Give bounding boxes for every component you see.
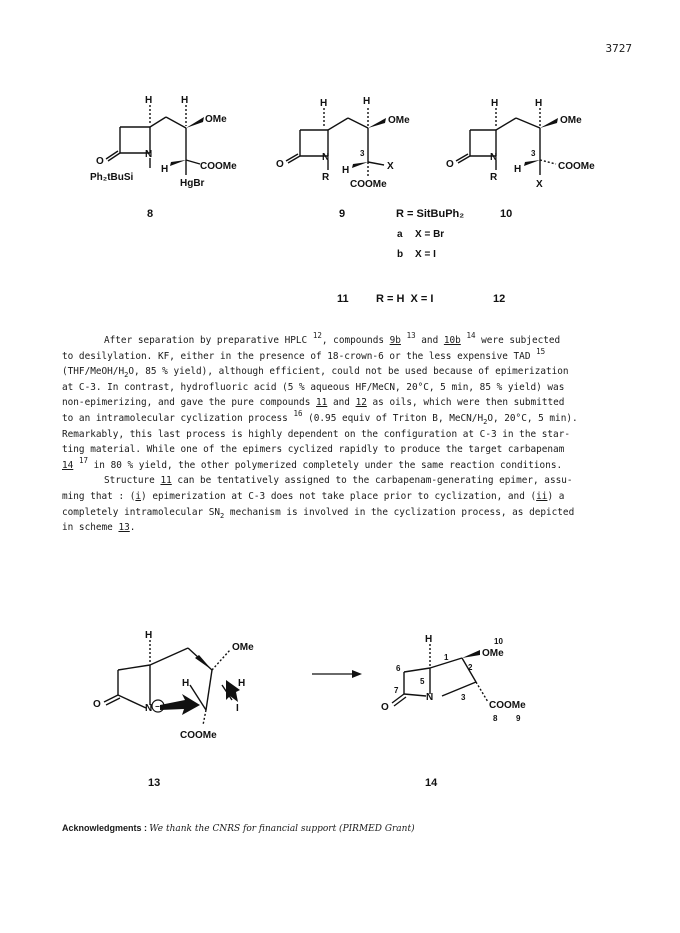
c14-num-1: 1 [444, 653, 449, 662]
c14-num-2: 2 [468, 663, 473, 672]
p2-line-2: ming that : (i) epimerization at C-3 does not take place prior to cyclization, and (ii) a [62, 490, 565, 502]
c9-h2: H [363, 96, 371, 107]
p2-line-4: in scheme 13. [62, 522, 136, 534]
variant-a-label: a [397, 229, 403, 240]
c13-iodine: I [236, 703, 239, 714]
c10-h3: H [514, 164, 522, 175]
c9-h1: H [320, 98, 328, 109]
variant-a-def: X = Br [415, 229, 445, 240]
page-number: 3727 [605, 42, 632, 55]
compound-14-number: 14 [425, 777, 438, 789]
c8-ome: OMe [205, 114, 227, 125]
c14-num-6: 6 [396, 664, 401, 673]
c9-coome: COOMe [350, 179, 387, 190]
structure-8 [106, 105, 200, 175]
reaction-arrow-head [352, 670, 362, 678]
compound-11-12-def: R = H X = I [376, 293, 434, 305]
p1-line-3: ($THF/MeOH/H_2O$, 85 % yield), although efficient, could not be used because of epimerization [62, 366, 569, 380]
c13-h-right: H [238, 678, 246, 689]
structure-13 [104, 640, 232, 725]
c8-h3: H [161, 164, 169, 175]
c10-ome: OMe [560, 115, 582, 126]
c9-ome: OMe [388, 115, 410, 126]
p1-line-7: Remarkably, this last process is highly dependent on the configuration at C-3 in the star- [62, 428, 570, 440]
p1-line-4: at C-3. In contrast, hydrofluoric acid (5 % aqueous HF/MeCN, 20°C, 5 min, 85 % yield) was [62, 381, 565, 393]
p2-line-3: completely intramolecular $SN_2$ mechanism is involved in the cyclization process, as depicted [62, 506, 575, 520]
c10-h2: H [535, 98, 543, 109]
c13-h-top: H [145, 630, 153, 641]
c14-coome: COOMe [489, 700, 526, 711]
c10-o: O [446, 159, 454, 170]
structure-10 [456, 108, 556, 175]
compound-10-number: 10 [500, 208, 513, 220]
c9-pos: 3 [360, 149, 365, 158]
c14-n: N [426, 692, 434, 703]
c14-ome: OMe [482, 648, 504, 659]
c13-coome: COOMe [180, 730, 217, 741]
c14-num-9: 9 [516, 714, 521, 723]
c9-h3: H [342, 165, 350, 176]
structure-9 [286, 108, 384, 176]
c8-coome: COOMe [200, 161, 237, 172]
c9-x: X [387, 161, 394, 172]
c8-si: Ph₂tBuSi [90, 172, 134, 183]
compound-12-number: 12 [493, 293, 506, 305]
scheme-bottom [0, 610, 680, 810]
p1-line-6: to an intramolecular cyclization process $^{16}$ (0.95 equiv of Triton B, MeCN/$H_2O$, 20°C, 5 min). [62, 408, 578, 426]
c10-x: X [536, 179, 543, 190]
c14-num-5: 5 [420, 677, 425, 686]
p1-line-5: non-epimerizing, and gave the pure compounds 11 and 12 as oils, which were then submitted [62, 397, 565, 409]
p1-line-8: ting material. While one of the epimers cyclized rapidly to produce the target carbapenam [62, 444, 565, 456]
c13-minus: − [155, 702, 160, 711]
c14-num-10: 10 [494, 637, 503, 646]
acknowledgments [62, 823, 415, 834]
c8-hgbr: HgBr [180, 178, 205, 189]
c9-o: O [276, 159, 284, 170]
c10-h1: H [491, 98, 499, 109]
c13-n: N [145, 703, 153, 714]
c10-r: R [490, 172, 498, 183]
c10-pos: 3 [531, 149, 536, 158]
c14-num-8: 8 [493, 714, 498, 723]
c8-n: N [145, 149, 153, 160]
c13-ome: OMe [232, 642, 254, 653]
scheme-top [0, 0, 680, 320]
c8-o: O [96, 156, 104, 167]
c13-o: O [93, 699, 101, 710]
variant-b-label: b [397, 249, 404, 260]
p2-line-1: Structure 11 can be tentatively assigned to the carbapenam-generating epimer, assu- [104, 475, 573, 487]
compound-13-number: 13 [148, 777, 161, 789]
compound-8-number: 8 [147, 208, 154, 220]
c14-h-top: H [425, 634, 433, 645]
body-text [62, 333, 634, 536]
c8-h2: H [181, 95, 189, 106]
c10-n: N [490, 152, 498, 163]
compound-9-number: 9 [339, 208, 346, 220]
c14-o: O [381, 702, 389, 713]
c10-coome: COOMe [558, 161, 595, 172]
p1-line-1: After separation by preparative HPLC $^{12}$, compounds 9b $^{13}$ and 10b $^{14}$ were subjected [104, 331, 561, 346]
c14-num-3: 3 [461, 693, 466, 702]
c14-num-7: 7 [394, 686, 399, 695]
r-definition: R = SitBuPh₂ [396, 208, 465, 220]
c9-r: R [322, 172, 330, 183]
c8-h1: H [145, 95, 153, 106]
acknowledgments-text: We thank the CNRS for financial support (PIRMED Grant) [149, 824, 415, 834]
c9-n: N [322, 152, 330, 163]
acknowledgments-heading: Acknowledgments : [62, 823, 148, 833]
variant-b-def: X = I [415, 249, 436, 260]
c13-h-left: H [182, 678, 190, 689]
compound-11-number: 11 [337, 293, 349, 305]
p1-line-9: 14 $^{17}$ in 80 % yield, the other polymerized completely under the same reaction conditions. [62, 455, 563, 471]
p1-line-2: to desilylation. KF, either in the presence of 18-crown-6 or the less expensive TAD $^{15}$ [62, 346, 546, 362]
